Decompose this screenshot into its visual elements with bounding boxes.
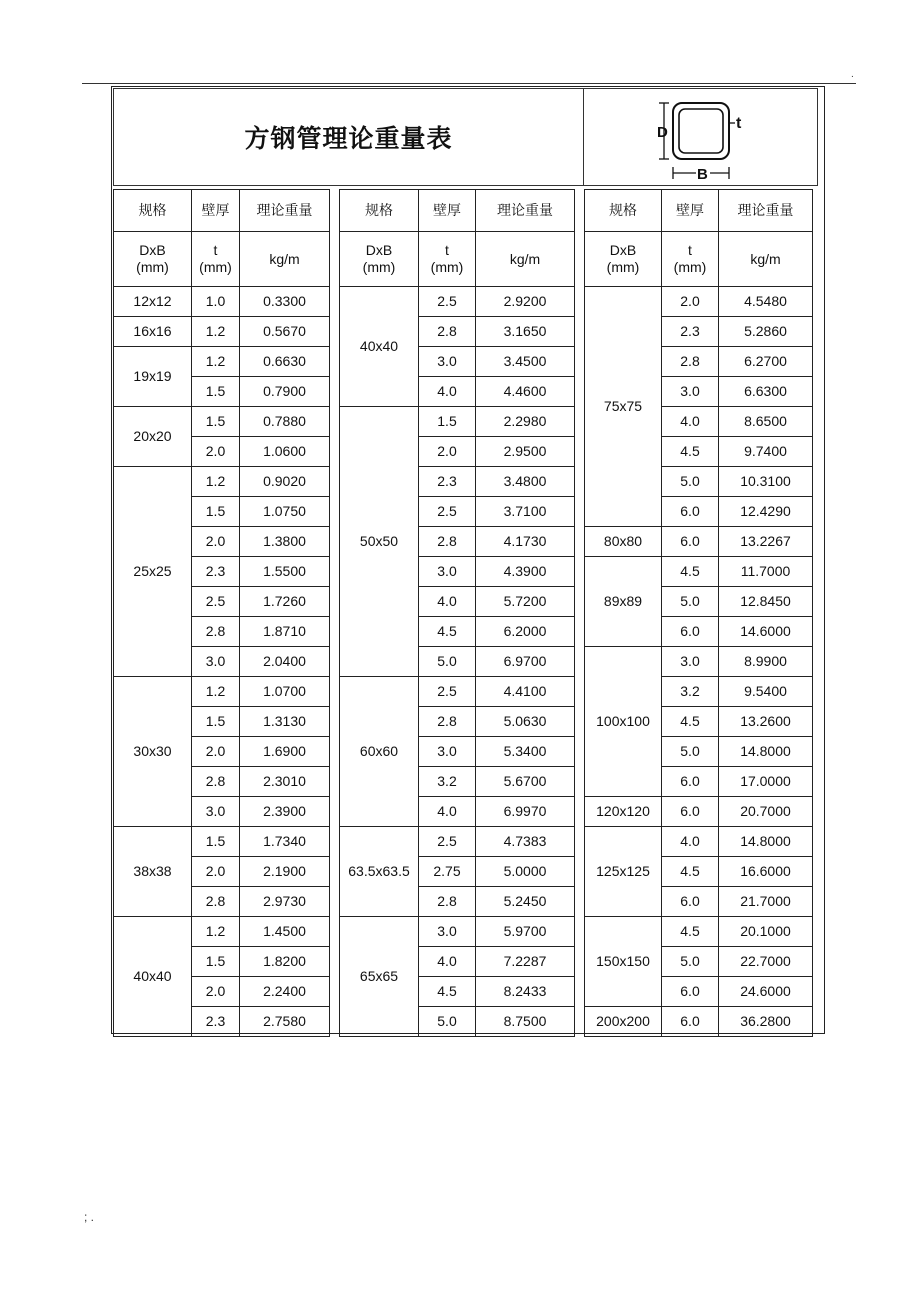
weight-cell: 14.6000	[719, 617, 813, 647]
weight-cell: 16.6000	[719, 857, 813, 887]
thickness-cell: 2.75	[419, 857, 476, 887]
thickness-cell: 4.0	[419, 587, 476, 617]
thickness-cell: 4.5	[662, 857, 719, 887]
header-row	[585, 190, 813, 232]
unit-thickness-mm: (mm)	[430, 259, 464, 275]
weight-cell: 0.5670	[240, 317, 330, 347]
thickness-cell: 1.2	[192, 677, 240, 707]
table-row	[340, 917, 575, 947]
thickness-cell: 1.5	[192, 377, 240, 407]
weight-cell: 13.2267	[719, 527, 813, 557]
thickness-cell: 4.0	[419, 947, 476, 977]
table-row	[585, 827, 813, 857]
weight-table-section-2	[339, 189, 575, 1037]
thickness-cell: 3.0	[662, 377, 719, 407]
table-row	[340, 827, 575, 857]
weight-cell: 0.3300	[240, 287, 330, 317]
table-row	[114, 827, 330, 857]
thickness-cell: 4.0	[419, 797, 476, 827]
thickness-cell: 3.0	[419, 557, 476, 587]
weight-cell: 14.8000	[719, 827, 813, 857]
unit-spec	[340, 232, 419, 287]
header-weight: 理论重量	[476, 190, 575, 232]
weight-cell: 1.3800	[240, 527, 330, 557]
size-cell: 30x30	[114, 677, 192, 827]
weight-cell: 8.6500	[719, 407, 813, 437]
weight-cell: 1.5500	[240, 557, 330, 587]
size-cell: 40x40	[114, 917, 192, 1037]
weight-cell: 1.0750	[240, 497, 330, 527]
unit-spec	[114, 232, 192, 287]
thickness-cell: 4.0	[662, 827, 719, 857]
table-row	[114, 287, 330, 317]
size-cell: 12x12	[114, 287, 192, 317]
thickness-cell: 3.0	[419, 917, 476, 947]
header-thickness: 壁厚	[192, 190, 240, 232]
weight-cell: 6.9970	[476, 797, 575, 827]
weight-cell: 5.2450	[476, 887, 575, 917]
thickness-cell: 4.5	[662, 917, 719, 947]
weight-cell: 2.0400	[240, 647, 330, 677]
header-row	[340, 190, 575, 232]
page-title: 方钢管理论重量表	[244, 124, 453, 153]
table-row	[114, 407, 330, 437]
weight-cell: 9.5400	[719, 677, 813, 707]
weight-cell: 3.1650	[476, 317, 575, 347]
unit-weight: kg/m	[240, 232, 330, 287]
thickness-cell: 1.0	[192, 287, 240, 317]
size-cell: 125x125	[585, 827, 662, 917]
thickness-cell: 2.8	[419, 887, 476, 917]
thickness-cell: 1.5	[192, 827, 240, 857]
title-cell	[113, 88, 584, 186]
thickness-cell: 2.0	[662, 287, 719, 317]
thickness-cell: 4.5	[662, 707, 719, 737]
thickness-cell: 2.0	[192, 977, 240, 1007]
header-row	[114, 190, 330, 232]
weight-cell: 1.7260	[240, 587, 330, 617]
weight-cell: 0.9020	[240, 467, 330, 497]
weight-cell: 1.6900	[240, 737, 330, 767]
thickness-cell: 6.0	[662, 797, 719, 827]
thickness-cell: 5.0	[419, 647, 476, 677]
weight-cell: 1.3130	[240, 707, 330, 737]
thickness-cell: 6.0	[662, 767, 719, 797]
weight-cell: 17.0000	[719, 767, 813, 797]
table-row	[114, 347, 330, 377]
size-cell: 89x89	[585, 557, 662, 647]
weight-cell: 14.8000	[719, 737, 813, 767]
size-cell: 65x65	[340, 917, 419, 1037]
weight-cell: 8.7500	[476, 1007, 575, 1037]
weight-cell: 5.0000	[476, 857, 575, 887]
thickness-cell: 5.0	[662, 737, 719, 767]
weight-cell: 1.0700	[240, 677, 330, 707]
header-spec: 规格	[585, 190, 662, 232]
thickness-cell: 2.5	[192, 587, 240, 617]
thickness-cell: 2.8	[192, 887, 240, 917]
header-thickness: 壁厚	[662, 190, 719, 232]
weight-cell: 36.2800	[719, 1007, 813, 1037]
thickness-cell: 3.2	[662, 677, 719, 707]
unit-thickness	[662, 232, 719, 287]
unit-thickness-symbol: t	[445, 242, 449, 258]
unit-row	[585, 232, 813, 287]
thickness-cell: 3.2	[419, 767, 476, 797]
thickness-cell: 2.5	[419, 287, 476, 317]
unit-spec-symbol: DxB	[365, 242, 393, 258]
table-row	[585, 527, 813, 557]
unit-row	[114, 232, 330, 287]
unit-thickness-mm: (mm)	[673, 259, 707, 275]
weight-cell: 2.1900	[240, 857, 330, 887]
thickness-cell: 4.5	[419, 617, 476, 647]
thickness-cell: 1.2	[192, 317, 240, 347]
table-row	[585, 1007, 813, 1037]
weight-cell: 2.9730	[240, 887, 330, 917]
size-cell: 80x80	[585, 527, 662, 557]
thickness-cell: 2.0	[192, 437, 240, 467]
table-row	[585, 797, 813, 827]
thickness-cell: 2.5	[419, 677, 476, 707]
weight-cell: 12.4290	[719, 497, 813, 527]
unit-thickness-mm: (mm)	[199, 259, 232, 275]
thickness-cell: 2.8	[662, 347, 719, 377]
size-cell: 100x100	[585, 647, 662, 797]
weight-cell: 3.7100	[476, 497, 575, 527]
weight-cell: 4.4100	[476, 677, 575, 707]
thickness-cell: 3.0	[419, 347, 476, 377]
weight-cell: 20.1000	[719, 917, 813, 947]
weight-cell: 1.4500	[240, 917, 330, 947]
thickness-cell: 1.5	[192, 497, 240, 527]
size-cell: 75x75	[585, 287, 662, 527]
weight-table-section-3	[584, 189, 813, 1037]
weight-cell: 6.6300	[719, 377, 813, 407]
size-cell: 120x120	[585, 797, 662, 827]
size-cell: 38x38	[114, 827, 192, 917]
table-header-band	[113, 88, 818, 186]
header-weight: 理论重量	[719, 190, 813, 232]
thickness-cell: 6.0	[662, 977, 719, 1007]
weight-cell: 5.6700	[476, 767, 575, 797]
weight-cell: 1.7340	[240, 827, 330, 857]
thickness-cell: 4.5	[419, 977, 476, 1007]
thickness-cell: 3.0	[192, 797, 240, 827]
size-cell: 19x19	[114, 347, 192, 407]
weight-cell: 8.2433	[476, 977, 575, 1007]
weight-cell: 12.8450	[719, 587, 813, 617]
weight-cell: 1.0600	[240, 437, 330, 467]
table-row	[114, 317, 330, 347]
weight-cell: 4.3900	[476, 557, 575, 587]
unit-spec-mm: (mm)	[606, 259, 640, 275]
diagram-d-label: D	[657, 124, 668, 141]
thickness-cell: 4.0	[419, 377, 476, 407]
weight-cell: 2.3010	[240, 767, 330, 797]
thickness-cell: 2.8	[192, 767, 240, 797]
weight-cell: 6.2700	[719, 347, 813, 377]
unit-spec-symbol: DxB	[139, 242, 166, 258]
size-cell: 200x200	[585, 1007, 662, 1037]
thickness-cell: 1.2	[192, 467, 240, 497]
weight-cell: 5.9700	[476, 917, 575, 947]
weight-cell: 3.4500	[476, 347, 575, 377]
diagram-t-label: t	[736, 115, 742, 132]
weight-cell: 2.9200	[476, 287, 575, 317]
footer-mark: ; .	[84, 1210, 95, 1224]
weight-cell: 6.9700	[476, 647, 575, 677]
weight-cell: 2.9500	[476, 437, 575, 467]
unit-weight: kg/m	[719, 232, 813, 287]
thickness-cell: 6.0	[662, 887, 719, 917]
weight-cell: 3.4800	[476, 467, 575, 497]
table-row	[340, 677, 575, 707]
thickness-cell: 3.0	[662, 647, 719, 677]
table-row	[585, 287, 813, 317]
weight-cell: 9.7400	[719, 437, 813, 467]
corner-mark: .	[851, 69, 854, 80]
thickness-cell: 6.0	[662, 617, 719, 647]
thickness-cell: 2.8	[419, 527, 476, 557]
unit-spec-mm: (mm)	[362, 259, 396, 275]
header-spec: 规格	[114, 190, 192, 232]
thickness-cell: 2.3	[192, 1007, 240, 1037]
weight-cell: 1.8200	[240, 947, 330, 977]
unit-weight: kg/m	[476, 232, 575, 287]
thickness-cell: 5.0	[662, 947, 719, 977]
thickness-cell: 1.5	[192, 407, 240, 437]
header-thickness: 壁厚	[419, 190, 476, 232]
weight-cell: 0.7900	[240, 377, 330, 407]
unit-thickness	[419, 232, 476, 287]
unit-spec	[585, 232, 662, 287]
weight-cell: 8.9900	[719, 647, 813, 677]
thickness-cell: 6.0	[662, 1007, 719, 1037]
thickness-cell: 3.0	[192, 647, 240, 677]
weight-cell: 4.5480	[719, 287, 813, 317]
thickness-cell: 5.0	[662, 587, 719, 617]
thickness-cell: 2.0	[192, 527, 240, 557]
weight-cell: 21.7000	[719, 887, 813, 917]
thickness-cell: 2.5	[419, 827, 476, 857]
thickness-cell: 2.0	[192, 737, 240, 767]
weight-cell: 2.7580	[240, 1007, 330, 1037]
weight-cell: 5.3400	[476, 737, 575, 767]
header-spec: 规格	[340, 190, 419, 232]
weight-cell: 7.2287	[476, 947, 575, 977]
unit-thickness-symbol: t	[213, 242, 218, 258]
thickness-cell: 4.5	[662, 557, 719, 587]
unit-spec-symbol: DxB	[609, 242, 637, 258]
table-row	[114, 677, 330, 707]
thickness-cell: 2.8	[192, 617, 240, 647]
weight-cell: 24.6000	[719, 977, 813, 1007]
thickness-cell: 4.5	[662, 437, 719, 467]
size-cell: 60x60	[340, 677, 419, 827]
table-row	[114, 917, 330, 947]
size-cell: 63.5x63.5	[340, 827, 419, 917]
weight-cell: 22.7000	[719, 947, 813, 977]
unit-thickness-symbol: t	[688, 242, 692, 258]
size-cell: 25x25	[114, 467, 192, 677]
weight-cell: 0.7880	[240, 407, 330, 437]
size-cell: 150x150	[585, 917, 662, 1007]
weight-cell: 5.0630	[476, 707, 575, 737]
thickness-cell: 2.8	[419, 707, 476, 737]
thickness-cell: 1.5	[192, 707, 240, 737]
thickness-cell: 1.5	[192, 947, 240, 977]
square-tube-diagram-cell	[584, 88, 818, 186]
thickness-cell: 2.5	[419, 497, 476, 527]
unit-row	[340, 232, 575, 287]
weight-cell: 13.2600	[719, 707, 813, 737]
weight-cell: 4.1730	[476, 527, 575, 557]
diagram-b-label: B	[697, 166, 708, 183]
weight-cell: 2.2400	[240, 977, 330, 1007]
header-weight: 理论重量	[240, 190, 330, 232]
thickness-cell: 3.0	[419, 737, 476, 767]
thickness-cell: 6.0	[662, 527, 719, 557]
weight-table-section-1	[113, 189, 330, 1037]
weight-cell: 2.2980	[476, 407, 575, 437]
table-row	[340, 407, 575, 437]
weight-cell: 5.2860	[719, 317, 813, 347]
size-cell: 40x40	[340, 287, 419, 407]
unit-spec-mm: (mm)	[136, 259, 169, 275]
size-cell: 16x16	[114, 317, 192, 347]
table-row	[585, 647, 813, 677]
thickness-cell: 5.0	[662, 467, 719, 497]
thickness-cell: 1.5	[419, 407, 476, 437]
weight-cell: 5.7200	[476, 587, 575, 617]
weight-cell: 11.7000	[719, 557, 813, 587]
thickness-cell: 1.2	[192, 347, 240, 377]
weight-cell: 2.3900	[240, 797, 330, 827]
table-row	[340, 287, 575, 317]
table-row	[114, 467, 330, 497]
weight-cell: 20.7000	[719, 797, 813, 827]
table-row	[585, 557, 813, 587]
thickness-cell: 2.3	[419, 467, 476, 497]
unit-thickness	[192, 232, 240, 287]
weight-cell: 1.8710	[240, 617, 330, 647]
thickness-cell: 2.0	[419, 437, 476, 467]
top-rule	[82, 83, 856, 84]
thickness-cell: 5.0	[419, 1007, 476, 1037]
weight-cell: 10.3100	[719, 467, 813, 497]
square-tube-section-diagram	[654, 97, 754, 183]
size-cell: 50x50	[340, 407, 419, 677]
thickness-cell: 6.0	[662, 497, 719, 527]
thickness-cell: 1.2	[192, 917, 240, 947]
weight-cell: 6.2000	[476, 617, 575, 647]
table-row	[585, 917, 813, 947]
thickness-cell: 2.0	[192, 857, 240, 887]
thickness-cell: 4.0	[662, 407, 719, 437]
weight-cell: 4.4600	[476, 377, 575, 407]
weight-cell: 0.6630	[240, 347, 330, 377]
thickness-cell: 2.3	[192, 557, 240, 587]
weight-cell: 4.7383	[476, 827, 575, 857]
thickness-cell: 2.3	[662, 317, 719, 347]
size-cell: 20x20	[114, 407, 192, 467]
thickness-cell: 2.8	[419, 317, 476, 347]
